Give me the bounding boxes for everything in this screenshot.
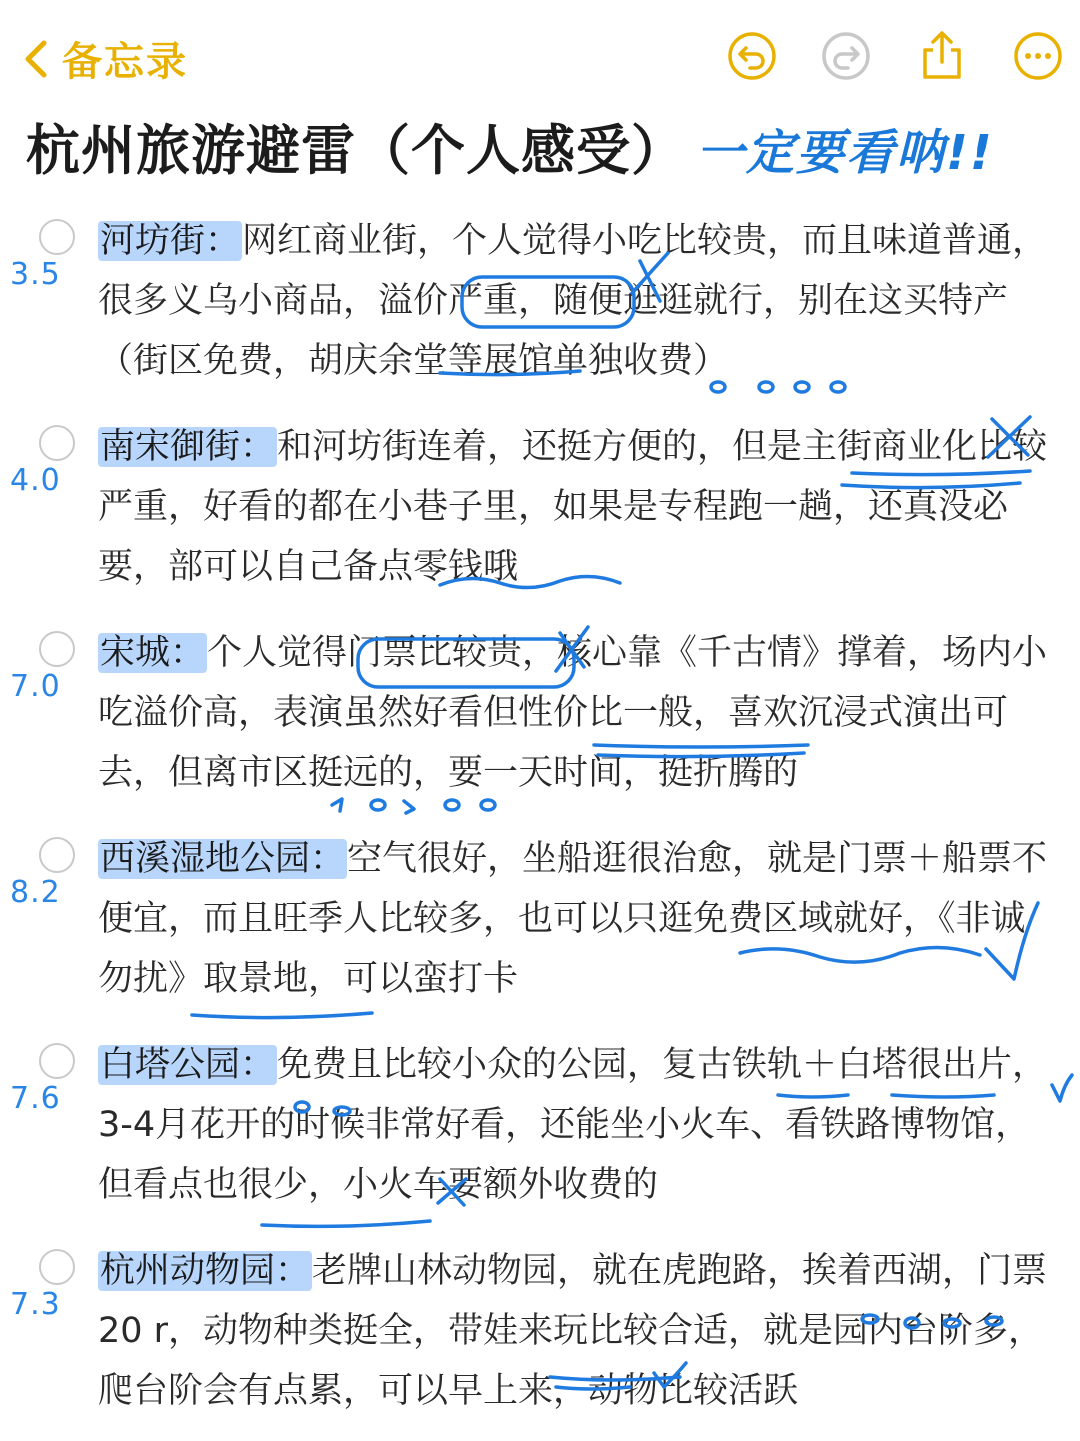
item-text — [98, 1035, 1048, 1215]
checkbox[interactable] — [39, 837, 75, 873]
item-description: 网红商业街，个人觉得小吃比较贵，而且味道普通，很多义乌小商品，溢价严重，随便逛逛就行，别在这买特产（街区免费，胡庆余堂等展馆单独收费） — [98, 221, 1048, 381]
checklist-item — [0, 1029, 1080, 1235]
back-label: 备忘录 — [62, 39, 188, 85]
item-name: 河坊街： — [100, 221, 241, 261]
note-title-row — [26, 108, 1066, 188]
checklist-item — [0, 411, 1080, 617]
more-button[interactable] — [1012, 30, 1064, 82]
handwritten-score: 7.6 — [10, 1081, 61, 1116]
handwritten-score: 8.2 — [10, 875, 61, 910]
checkbox[interactable] — [39, 1249, 75, 1285]
item-description: 个人觉得门票比较贵，核心靠《千古情》撑着，场内小吃溢价高，表演虽然好看但性价比一般，喜欢沉浸式演出可去，但离市区挺远的，要一天时间，挺折腾的 — [98, 633, 1048, 793]
item-name: 南宋御街： — [100, 427, 276, 467]
checkbox[interactable] — [39, 425, 75, 461]
checklist — [0, 205, 1080, 1441]
item-description: 老牌山林动物园，就在虎跑路，挨着西湖，门票 20 r，动物种类挺全，带娃来玩比较合适，就是园内台阶多，爬台阶会有点累，可以早上来，动物比较活跃 — [98, 1251, 1048, 1411]
chevron-left-icon — [18, 37, 52, 81]
item-text — [98, 417, 1048, 597]
back-button[interactable] — [18, 30, 188, 87]
item-name: 宋城： — [100, 633, 206, 673]
handwritten-score: 7.0 — [10, 669, 61, 704]
item-name: 白塔公园： — [100, 1045, 276, 1085]
item-text — [98, 1241, 1048, 1421]
share-button[interactable] — [916, 30, 968, 82]
handwritten-score: 7.3 — [10, 1287, 61, 1322]
item-description: 空气很好，坐船逛很治愈，就是门票＋船票不便宜，而且旺季人比较多，也可以只逛免费区域就好，《非诚勿扰》取景地，可以蛮打卡 — [98, 839, 1048, 999]
redo-button[interactable] — [820, 30, 872, 82]
item-name: 西溪湿地公园： — [100, 839, 346, 879]
item-text — [98, 211, 1048, 391]
item-description: 和河坊街连着，还挺方便的，但是主街商业化比较严重，好看的都在小巷子里，如果是专程跑一趟，还真没必要，部可以自己备点零钱哦 — [98, 427, 1048, 587]
share-icon — [916, 30, 968, 82]
handwritten-title-note: 一定要看呐!! — [696, 125, 994, 181]
undo-icon — [726, 30, 778, 82]
checkbox[interactable] — [39, 631, 75, 667]
checklist-item — [0, 205, 1080, 411]
checklist-item — [0, 1235, 1080, 1441]
more-icon — [1012, 30, 1064, 82]
handwritten-score: 3.5 — [10, 257, 61, 292]
undo-button[interactable] — [726, 30, 778, 82]
item-text — [98, 623, 1048, 803]
checkbox[interactable] — [39, 219, 75, 255]
redo-icon — [820, 30, 872, 82]
nav-bar — [0, 0, 1080, 110]
item-name: 杭州动物园： — [100, 1251, 311, 1291]
checkbox[interactable] — [39, 1043, 75, 1079]
item-description: 免费且比较小众的公园，复古铁轨＋白塔很出片，3-4月花开的时候非常好看，还能坐小火车、看铁路博物馆，但看点也很少，小火车要额外收费的 — [98, 1045, 1048, 1205]
checklist-item — [0, 823, 1080, 1029]
note-title: 杭州旅游避雷（个人感受） — [26, 119, 686, 182]
checklist-item — [0, 617, 1080, 823]
item-text — [98, 829, 1048, 1009]
handwritten-score: 4.0 — [10, 463, 61, 498]
